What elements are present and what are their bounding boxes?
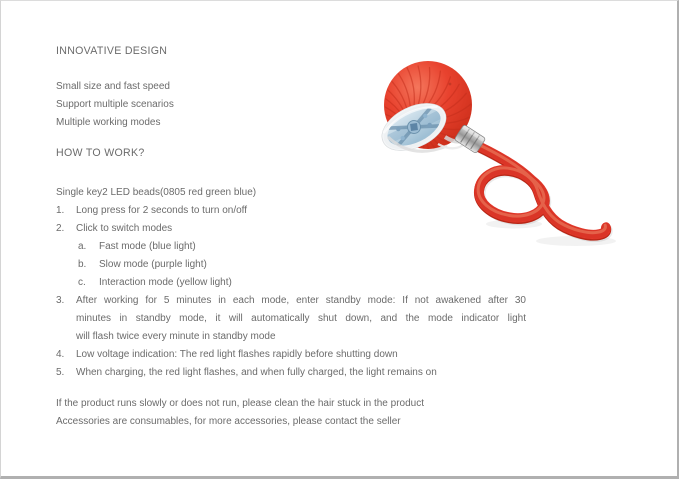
substep-item-b: [78, 256, 526, 274]
step-number: 3.: [56, 295, 65, 306]
instructions-intro: Single key2 LED beads(0805 red green blue): [56, 187, 257, 198]
product-image: [366, 34, 656, 246]
step-text: Long press for 2 seconds to turn on/off: [76, 205, 248, 216]
mode-button-dot: [449, 83, 452, 86]
step-number: 2.: [56, 223, 65, 234]
feature-line: Multiple working modes: [56, 117, 161, 128]
feature-line: Small size and fast speed: [56, 81, 170, 92]
how-to-work-heading: HOW TO WORK?: [56, 147, 145, 159]
step-text: When charging, the red light flashes, and when fully charged, the light remains on: [76, 367, 437, 378]
step-number: 5.: [56, 367, 65, 378]
step-number: 4.: [56, 349, 65, 360]
note-line: Accessories are consumables, for more accessories, please contact the seller: [56, 416, 401, 427]
substep-item-c: [78, 274, 526, 292]
step-item-5: [56, 364, 526, 382]
step-text: Low voltage indication: The red light flashes rapidly before shutting down: [76, 349, 398, 360]
innovative-design-heading: INNOVATIVE DESIGN: [56, 45, 168, 57]
step-text-line: minutes in standby mode, it will automatically shut down, and the mode indicator light: [76, 313, 526, 324]
step-item-4: [56, 346, 526, 364]
substep-text: Interaction mode (yellow light): [99, 277, 232, 288]
feature-line: Support multiple scenarios: [56, 99, 174, 110]
step-text-line: After working for 5 minutes in each mode, enter standby mode: If not awakened after 30: [76, 295, 526, 306]
substep-text: Slow mode (purple light): [99, 259, 207, 270]
care-notes: [56, 395, 526, 431]
step-text-line: will flash twice every minute in standby mode: [76, 331, 276, 342]
substep-letter: b.: [78, 259, 87, 270]
substep-letter: c.: [78, 277, 86, 288]
note-line: If the product runs slowly or does not run, please clean the hair stuck in the product: [56, 398, 424, 409]
substep-text: Fast mode (blue light): [99, 241, 196, 252]
substep-letter: a.: [78, 241, 87, 252]
step-item-3: [56, 292, 526, 346]
step-number: 1.: [56, 205, 65, 216]
step-text: Click to switch modes: [76, 223, 173, 234]
